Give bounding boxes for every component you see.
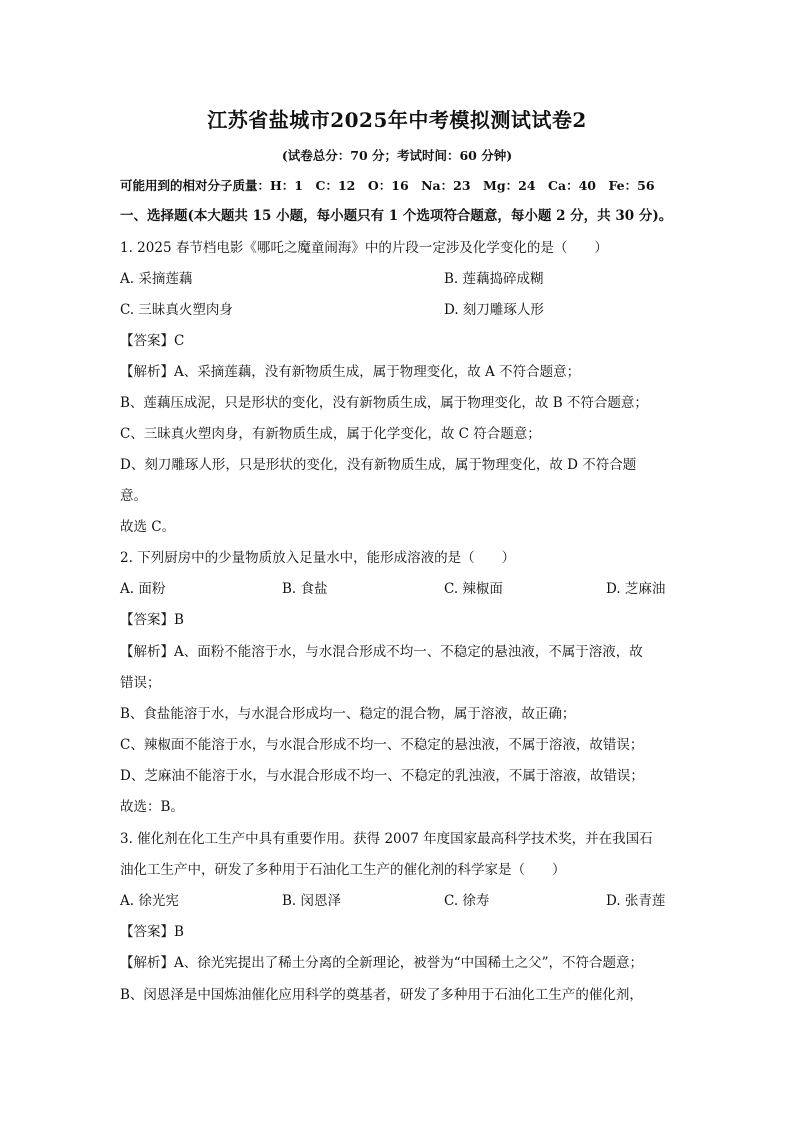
q3-explanation-a: 【解析】A、徐光宪提出了稀土分离的全新理论，被誉为“中国稀土之父”，不符合题意； bbox=[120, 955, 644, 971]
q2-explanation-a-cont: 错误； bbox=[120, 675, 161, 691]
q2-explanation-b: B、食盐能溶于水，与水混合形成均一、稳定的混合物，属于溶液，故正确； bbox=[120, 706, 576, 722]
q3-stem-cont: 油化工生产中，研发了多种用于石油化工生产的催化剂的科学家是（ ） bbox=[120, 862, 566, 878]
q1-answer: 【答案】C bbox=[120, 333, 185, 349]
q2-explanation-d: D、芝麻油不能溶于水，与水混合形成不均一、不稳定的乳浊液，不属于溶液，故错误； bbox=[120, 768, 644, 784]
q2-explanation-a: 【解析】A、面粉不能溶于水，与水混合形成不均一、不稳定的悬浊液，不属于溶液，故 bbox=[120, 644, 643, 660]
q1-explanation-b: B、莲藕压成泥，只是形状的变化，没有新物质生成，属于物理变化，故 B 不符合题意； bbox=[120, 395, 648, 411]
exam-subtitle: (试卷总分：70 分；考试时间：60 分钟) bbox=[281, 148, 513, 163]
q1-stem: 1. 2025 春节档电影《哪吒之魔童闹海》中的片段一定涉及化学变化的是（ ） bbox=[120, 240, 608, 256]
q2-option-d: D. 芝麻油 bbox=[606, 581, 666, 597]
q2-option-a: A. 面粉 bbox=[120, 581, 166, 597]
q3-option-b: B. 闵恩泽 bbox=[282, 893, 342, 909]
atomic-masses: 可能用到的相对分子质量：H：1 C：12 O：16 Na：23 Mg：24 Ca：40 Fe：56 bbox=[120, 178, 655, 193]
q1-option-b: B. 莲藕捣碎成糊 bbox=[444, 271, 544, 287]
q2-option-b: B. 食盐 bbox=[282, 581, 328, 597]
page-title: 江苏省盐城市2025年中考模拟测试试卷2 bbox=[207, 108, 587, 132]
q3-stem: 3. 催化剂在化工生产中具有重要作用。获得 2007 年度国家最高科学技术奖，并在我国石 bbox=[120, 831, 653, 847]
q2-conclusion: 故选：B。 bbox=[120, 799, 184, 815]
q1-explanation-a: 【解析】A、采摘莲藕，没有新物质生成，属于物理变化，故 A 不符合题意； bbox=[120, 364, 581, 380]
q3-option-d: D. 张青莲 bbox=[606, 893, 666, 909]
q3-option-c: C. 徐寿 bbox=[444, 893, 490, 909]
q2-option-c: C. 辣椒面 bbox=[444, 581, 503, 597]
q1-conclusion: 故选 C。 bbox=[120, 519, 176, 535]
q1-explanation-d: D、刻刀雕琢人形，只是形状的变化，没有新物质生成，属于物理变化，故 D 不符合题 bbox=[120, 457, 637, 473]
q1-option-d: D. 刻刀雕琢人形 bbox=[444, 302, 544, 318]
q1-option-a: A. 采摘莲藕 bbox=[120, 271, 193, 287]
section-header: 一、选择题(本大题共 15 小题，每小题只有 1 个选项符合题意，每小题 2 分，共 30 分)。 bbox=[120, 208, 673, 224]
q1-explanation-c: C、三昧真火塑肉身，有新物质生成，属于化学变化，故 C 符合题意； bbox=[120, 426, 541, 442]
q3-option-a: A. 徐光宪 bbox=[120, 893, 179, 909]
q2-explanation-c: C、辣椒面不能溶于水，与水混合形成不均一、不稳定的悬浊液，不属于溶液，故错误； bbox=[120, 737, 644, 753]
q3-answer: 【答案】B bbox=[120, 924, 184, 940]
q1-explanation-d-cont: 意。 bbox=[120, 488, 147, 504]
q1-option-c: C. 三昧真火塑肉身 bbox=[120, 302, 233, 318]
q2-answer: 【答案】B bbox=[120, 612, 184, 628]
q3-explanation-b: B、闵恩泽是中国炼油催化应用科学的奠基者，研发了多种用于石油化工生产的催化剂， bbox=[120, 987, 643, 1003]
q2-stem: 2. 下列厨房中的少量物质放入足量水中，能形成溶液的是（ ） bbox=[120, 550, 516, 566]
